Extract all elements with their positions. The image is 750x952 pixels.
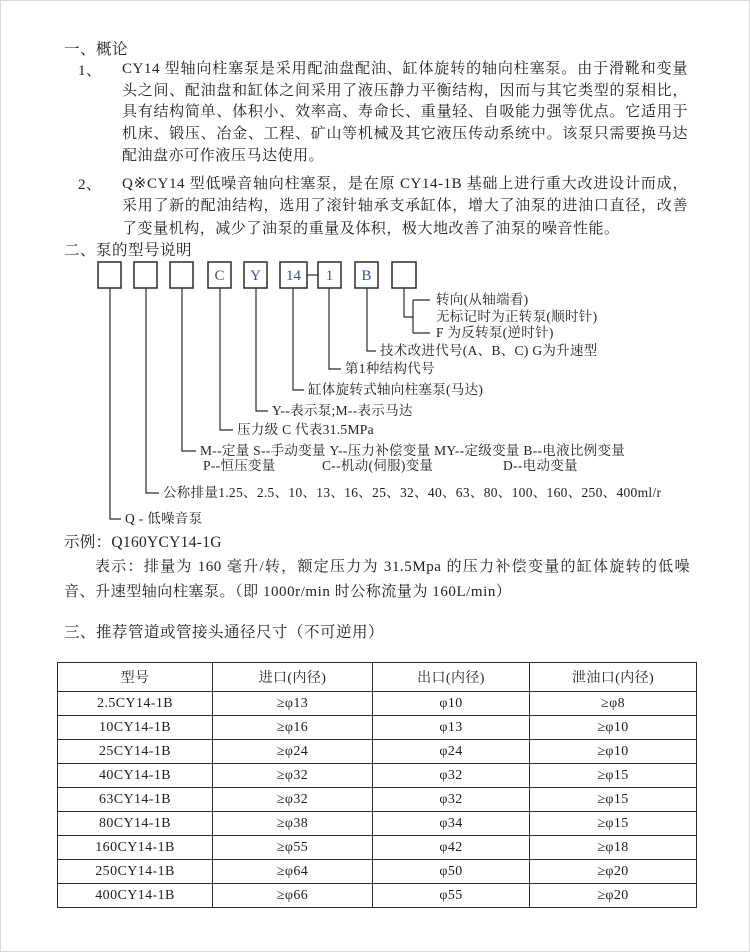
label-structure-code: 第1种结构代号	[345, 361, 435, 376]
table-header-cell: 型号	[58, 663, 213, 692]
label-tech-code: 技术改进代号(A、B、C) G为升速型	[380, 343, 598, 358]
table-cell: 25CY14-1B	[58, 740, 213, 764]
table-cell: φ42	[373, 836, 530, 860]
table-row	[58, 740, 697, 764]
table-cell: ≥φ55	[213, 836, 373, 860]
table-cell: ≥φ13	[213, 692, 373, 716]
table-cell: ≥φ18	[530, 836, 697, 860]
table-cell: ≥φ10	[530, 740, 697, 764]
example-description: 表示：排量为 160 毫升/转，额定压力为 31.5Mpa 的压力补偿变量的缸体旋转的低噪音、升速型轴向柱塞泵。（即 1000r/min 时公称流量为 160L/min）	[64, 559, 690, 600]
label-rotation: 转向(从轴端看)	[436, 292, 529, 307]
code-letter-c: C	[214, 268, 225, 284]
table-header-row	[58, 663, 697, 692]
table-header-cell: 出口(内径)	[373, 663, 530, 692]
table-cell: 40CY14-1B	[58, 764, 213, 788]
table-cell: ≥φ32	[213, 788, 373, 812]
label-variants-d: D--电动变量	[503, 458, 578, 473]
table-cell: 63CY14-1B	[58, 788, 213, 812]
table-row	[58, 812, 697, 836]
list-item-1	[78, 59, 690, 168]
model-code-diagram	[0, 258, 750, 536]
table-row	[58, 716, 697, 740]
connector-pressure	[220, 288, 233, 430]
code-letter-y: Y	[250, 268, 261, 284]
table-cell: φ13	[373, 716, 530, 740]
table-row	[58, 836, 697, 860]
table-row	[58, 692, 697, 716]
table-cell: ≥φ16	[213, 716, 373, 740]
list-item-2	[78, 173, 690, 240]
section2-title: 二、泵的型号说明	[64, 242, 193, 259]
table-row	[58, 764, 697, 788]
pipe-size-table	[57, 662, 697, 908]
table-cell: ≥φ15	[530, 812, 697, 836]
connector-rotation-bracket	[404, 288, 430, 333]
label-quiet: Q - 低噪音泵	[125, 511, 203, 526]
list-item-2-text: Q※CY14 型低噪音轴向柱塞泵，是在原 CY14-1B 基础上进行重大改进设计而成，采用了新的配油结构，选用了滚针轴承支承缸体，增大了油泵的进油口直径，改善了变量机构，减少了油泵的重量及体积，极大地改善了油泵的噪音性能。	[122, 176, 688, 237]
label-y-pump: Y--表示泵;M--表示马达	[272, 403, 413, 418]
label-variants-line1: M--定量 S--手动变量 Y--压力补偿变量 MY--定级变量 B--电液比例变量	[200, 443, 626, 458]
table-cell: 250CY14-1B	[58, 860, 213, 884]
table-header-cell: 泄油口(内径)	[530, 663, 697, 692]
connector-cylinder	[293, 288, 304, 390]
code-box-1	[98, 262, 121, 288]
label-variants-p: P--恒压变量	[203, 458, 276, 473]
table-cell: 160CY14-1B	[58, 836, 213, 860]
table-cell: ≥φ8	[530, 692, 697, 716]
table-cell: ≥φ24	[213, 740, 373, 764]
table-cell: ≥φ15	[530, 764, 697, 788]
code-box-9	[392, 262, 416, 288]
code-letter-1: 1	[325, 268, 334, 284]
table-cell: ≥φ38	[213, 812, 373, 836]
list-item-2-number: 2、	[78, 177, 102, 193]
table-cell: φ55	[373, 884, 530, 908]
table-row	[58, 788, 697, 812]
label-pressure: 压力级 C 代表31.5MPa	[237, 422, 374, 437]
code-box-3	[170, 262, 193, 288]
example-label: 示例：Q160YCY14-1G	[64, 534, 222, 551]
table-cell: 80CY14-1B	[58, 812, 213, 836]
table-row	[58, 884, 697, 908]
pipe-table-body	[58, 692, 697, 908]
label-variants-c: C--机动(伺服)变量	[322, 458, 434, 473]
table-cell: φ10	[373, 692, 530, 716]
list-item-1-number: 1、	[78, 63, 102, 79]
connector-variants	[182, 288, 196, 451]
table-cell: φ32	[373, 764, 530, 788]
list-item-1-text: CY14 型轴向柱塞泵是采用配油盘配油、缸体旋转的轴向柱塞泵。由于滑靴和变量头之间、配油盘和缸体之间采用了液压静力平衡结构，因而与其它类型的泵相比，具有结构简单、体积小、效率高、寿命长、重量轻、自吸能力强等优点。它适用于机床、锻压、冶金、工程、矿山等机械及其它液压传动系统中。该泵只需要换马达配油盘亦可作液压马达使用。	[122, 61, 688, 164]
table-cell: φ34	[373, 812, 530, 836]
section1-title: 一、概论	[64, 41, 129, 58]
connector-structure	[329, 288, 341, 369]
code-box-2	[134, 262, 157, 288]
connector-quiet	[110, 288, 121, 519]
table-row	[58, 860, 697, 884]
table-cell: φ50	[373, 860, 530, 884]
label-no-mark: 无标记时为正转泵(顺时针)	[436, 309, 598, 324]
connector-displacement	[146, 288, 159, 493]
table-cell: ≥φ66	[213, 884, 373, 908]
label-displacement: 公称排量1.25、2.5、10、13、16、25、32、40、63、80、100、160、250、400ml/r	[163, 485, 662, 500]
code-letter-14: 14	[286, 268, 301, 284]
label-f-reverse: F 为反转泵(逆时针)	[436, 325, 554, 340]
table-header-cell: 进口(内径)	[213, 663, 373, 692]
connector-tech	[367, 288, 376, 351]
table-cell: ≥φ20	[530, 860, 697, 884]
table-cell: 10CY14-1B	[58, 716, 213, 740]
connector-y-pump	[256, 288, 268, 411]
table-cell: 400CY14-1B	[58, 884, 213, 908]
table-cell: 2.5CY14-1B	[58, 692, 213, 716]
label-cylinder: 缸体旋转式轴向柱塞泵(马达)	[308, 382, 484, 397]
table-cell: φ32	[373, 788, 530, 812]
table-cell: ≥φ10	[530, 716, 697, 740]
table-cell: ≥φ64	[213, 860, 373, 884]
table-cell: φ24	[373, 740, 530, 764]
table-cell: ≥φ32	[213, 764, 373, 788]
section3-title: 三、推荐管道或管接头通径尺寸（不可逆用）	[64, 624, 385, 641]
table-cell: ≥φ15	[530, 788, 697, 812]
pipe-table-head	[58, 663, 697, 692]
code-letter-b: B	[361, 268, 372, 284]
table-cell: ≥φ20	[530, 884, 697, 908]
